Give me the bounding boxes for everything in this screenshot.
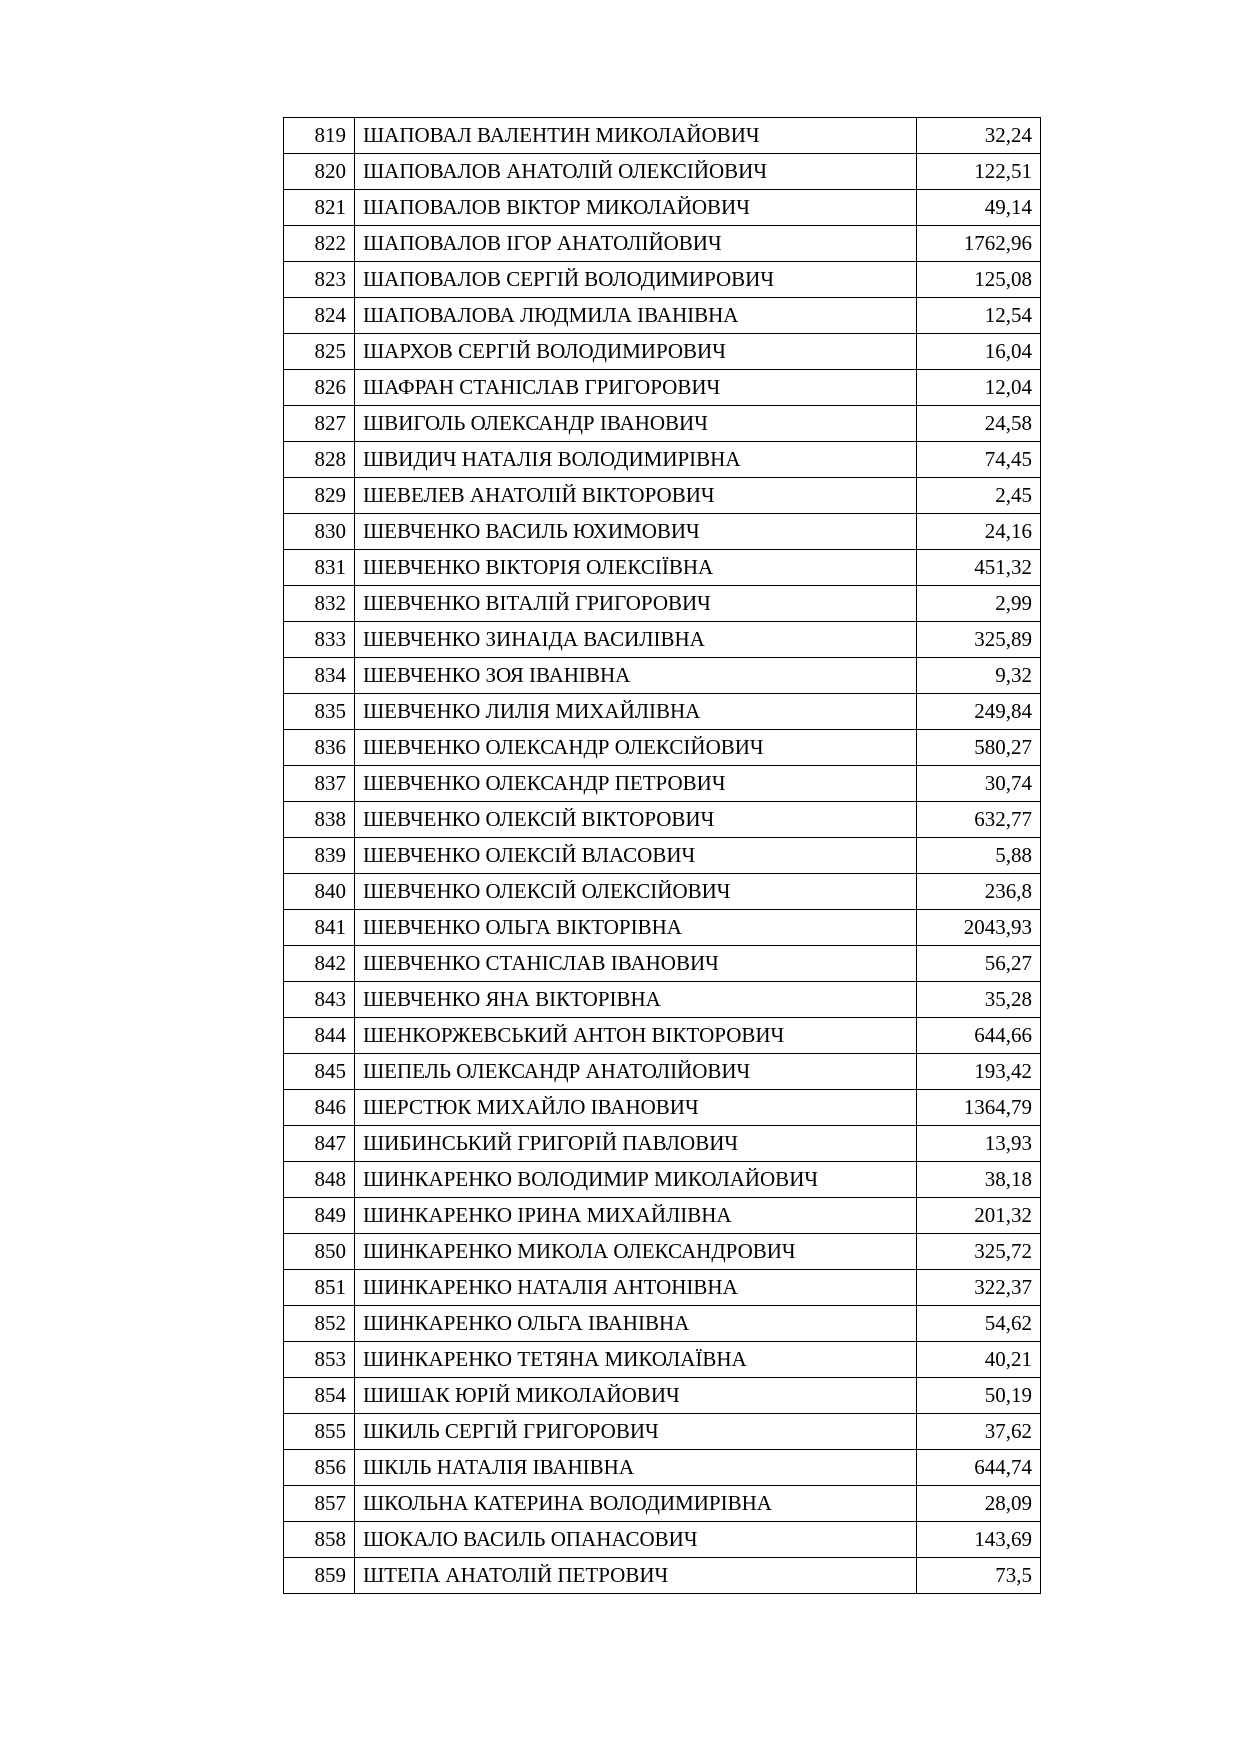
person-name-cell: ШЕВЧЕНКО ОЛЕКСІЙ ВІКТОРОВИЧ [355,802,917,838]
person-name-cell: ШЕВЧЕНКО СТАНІСЛАВ ІВАНОВИЧ [355,946,917,982]
amount-cell: 236,8 [917,874,1041,910]
row-number-cell: 829 [284,478,355,514]
amount-cell: 12,04 [917,370,1041,406]
row-number-cell: 823 [284,262,355,298]
table-row [284,1522,1041,1558]
table-row [284,1342,1041,1378]
table-row [284,1306,1041,1342]
person-name-cell: ШАПОВАЛОВ АНАТОЛІЙ ОЛЕКСІЙОВИЧ [355,154,917,190]
amount-cell: 201,32 [917,1198,1041,1234]
amount-cell: 24,16 [917,514,1041,550]
row-number-cell: 819 [284,118,355,154]
row-number-cell: 854 [284,1378,355,1414]
row-number-cell: 825 [284,334,355,370]
table-row [284,1198,1041,1234]
amount-cell: 1762,96 [917,226,1041,262]
table-row [284,586,1041,622]
person-name-cell: ШКИЛЬ СЕРГІЙ ГРИГОРОВИЧ [355,1414,917,1450]
person-name-cell: ШИНКАРЕНКО МИКОЛА ОЛЕКСАНДРОВИЧ [355,1234,917,1270]
row-number-cell: 824 [284,298,355,334]
amount-cell: 644,74 [917,1450,1041,1486]
records-table-body [284,118,1041,1594]
person-name-cell: ШТЕПА АНАТОЛІЙ ПЕТРОВИЧ [355,1558,917,1594]
table-row [284,1162,1041,1198]
person-name-cell: ШИБИНСЬКИЙ ГРИГОРІЙ ПАВЛОВИЧ [355,1126,917,1162]
table-row [284,334,1041,370]
row-number-cell: 857 [284,1486,355,1522]
person-name-cell: ШЕВЧЕНКО ЗИНАІДА ВАСИЛІВНА [355,622,917,658]
row-number-cell: 838 [284,802,355,838]
row-number-cell: 821 [284,190,355,226]
person-name-cell: ШЕРСТЮК МИХАЙЛО ІВАНОВИЧ [355,1090,917,1126]
amount-cell: 1364,79 [917,1090,1041,1126]
person-name-cell: ШАПОВАЛОВ ІГОР АНАТОЛІЙОВИЧ [355,226,917,262]
amount-cell: 9,32 [917,658,1041,694]
amount-cell: 451,32 [917,550,1041,586]
row-number-cell: 820 [284,154,355,190]
amount-cell: 54,62 [917,1306,1041,1342]
table-row [284,1270,1041,1306]
person-name-cell: ШЕВЧЕНКО ВАСИЛЬ ЮХИМОВИЧ [355,514,917,550]
row-number-cell: 856 [284,1450,355,1486]
table-row [284,874,1041,910]
row-number-cell: 848 [284,1162,355,1198]
person-name-cell: ШЕВЧЕНКО ЗОЯ ІВАНІВНА [355,658,917,694]
row-number-cell: 849 [284,1198,355,1234]
person-name-cell: ШАПОВАЛОВ СЕРГІЙ ВОЛОДИМИРОВИЧ [355,262,917,298]
amount-cell: 2,45 [917,478,1041,514]
person-name-cell: ШИШАК ЮРІЙ МИКОЛАЙОВИЧ [355,1378,917,1414]
amount-cell: 325,89 [917,622,1041,658]
table-row [284,550,1041,586]
row-number-cell: 851 [284,1270,355,1306]
row-number-cell: 841 [284,910,355,946]
amount-cell: 193,42 [917,1054,1041,1090]
table-row [284,766,1041,802]
table-row [284,1054,1041,1090]
amount-cell: 24,58 [917,406,1041,442]
person-name-cell: ШКІЛЬ НАТАЛІЯ ІВАНІВНА [355,1450,917,1486]
row-number-cell: 844 [284,1018,355,1054]
amount-cell: 74,45 [917,442,1041,478]
amount-cell: 249,84 [917,694,1041,730]
row-number-cell: 843 [284,982,355,1018]
amount-cell: 13,93 [917,1126,1041,1162]
amount-cell: 32,24 [917,118,1041,154]
amount-cell: 73,5 [917,1558,1041,1594]
person-name-cell: ШКОЛЬНА КАТЕРИНА ВОЛОДИМИРІВНА [355,1486,917,1522]
person-name-cell: ШИНКАРЕНКО ВОЛОДИМИР МИКОЛАЙОВИЧ [355,1162,917,1198]
amount-cell: 125,08 [917,262,1041,298]
table-row [284,1018,1041,1054]
table-row [284,1090,1041,1126]
row-number-cell: 832 [284,586,355,622]
row-number-cell: 855 [284,1414,355,1450]
table-row [284,226,1041,262]
table-row [284,694,1041,730]
row-number-cell: 852 [284,1306,355,1342]
amount-cell: 28,09 [917,1486,1041,1522]
amount-cell: 644,66 [917,1018,1041,1054]
row-number-cell: 850 [284,1234,355,1270]
amount-cell: 5,88 [917,838,1041,874]
table-row [284,910,1041,946]
person-name-cell: ШЕВЧЕНКО ОЛЕКСІЙ ВЛАСОВИЧ [355,838,917,874]
person-name-cell: ШЕВЧЕНКО ВІТАЛІЙ ГРИГОРОВИЧ [355,586,917,622]
amount-cell: 12,54 [917,298,1041,334]
table-row [284,1450,1041,1486]
row-number-cell: 845 [284,1054,355,1090]
amount-cell: 143,69 [917,1522,1041,1558]
person-name-cell: ШИНКАРЕНКО ІРИНА МИХАЙЛІВНА [355,1198,917,1234]
person-name-cell: ШАПОВАЛ ВАЛЕНТИН МИКОЛАЙОВИЧ [355,118,917,154]
table-row [284,946,1041,982]
row-number-cell: 833 [284,622,355,658]
table-row [284,802,1041,838]
row-number-cell: 828 [284,442,355,478]
table-row [284,622,1041,658]
person-name-cell: ШИНКАРЕНКО ТЕТЯНА МИКОЛАЇВНА [355,1342,917,1378]
person-name-cell: ШИНКАРЕНКО ОЛЬГА ІВАНІВНА [355,1306,917,1342]
person-name-cell: ШАФРАН СТАНІСЛАВ ГРИГОРОВИЧ [355,370,917,406]
row-number-cell: 835 [284,694,355,730]
table-row [284,1234,1041,1270]
amount-cell: 325,72 [917,1234,1041,1270]
row-number-cell: 836 [284,730,355,766]
table-row [284,658,1041,694]
amount-cell: 38,18 [917,1162,1041,1198]
person-name-cell: ШЕВЧЕНКО ОЛЕКСІЙ ОЛЕКСІЙОВИЧ [355,874,917,910]
table-row [284,1126,1041,1162]
person-name-cell: ШЕВЕЛЕВ АНАТОЛІЙ ВІКТОРОВИЧ [355,478,917,514]
row-number-cell: 842 [284,946,355,982]
row-number-cell: 839 [284,838,355,874]
amount-cell: 322,37 [917,1270,1041,1306]
amount-cell: 50,19 [917,1378,1041,1414]
amount-cell: 37,62 [917,1414,1041,1450]
row-number-cell: 822 [284,226,355,262]
amount-cell: 30,74 [917,766,1041,802]
person-name-cell: ШЕВЧЕНКО ОЛЕКСАНДР ПЕТРОВИЧ [355,766,917,802]
table-row [284,406,1041,442]
row-number-cell: 826 [284,370,355,406]
row-number-cell: 858 [284,1522,355,1558]
person-name-cell: ШВИДИЧ НАТАЛІЯ ВОЛОДИМИРІВНА [355,442,917,478]
table-row [284,1486,1041,1522]
table-row [284,514,1041,550]
table-row [284,1414,1041,1450]
amount-cell: 2,99 [917,586,1041,622]
amount-cell: 16,04 [917,334,1041,370]
person-name-cell: ШАПОВАЛОВА ЛЮДМИЛА ІВАНІВНА [355,298,917,334]
person-name-cell: ШЕВЧЕНКО ВІКТОРІЯ ОЛЕКСІЇВНА [355,550,917,586]
amount-cell: 580,27 [917,730,1041,766]
table-row [284,1558,1041,1594]
amount-cell: 49,14 [917,190,1041,226]
amount-cell: 40,21 [917,1342,1041,1378]
row-number-cell: 830 [284,514,355,550]
row-number-cell: 834 [284,658,355,694]
person-name-cell: ШОКАЛО ВАСИЛЬ ОПАНАСОВИЧ [355,1522,917,1558]
row-number-cell: 853 [284,1342,355,1378]
table-row [284,478,1041,514]
person-name-cell: ШЕПЕЛЬ ОЛЕКСАНДР АНАТОЛІЙОВИЧ [355,1054,917,1090]
person-name-cell: ШИНКАРЕНКО НАТАЛІЯ АНТОНІВНА [355,1270,917,1306]
person-name-cell: ШВИГОЛЬ ОЛЕКСАНДР ІВАНОВИЧ [355,406,917,442]
row-number-cell: 831 [284,550,355,586]
table-row [284,190,1041,226]
amount-cell: 632,77 [917,802,1041,838]
table-row [284,118,1041,154]
row-number-cell: 846 [284,1090,355,1126]
records-table [283,117,1041,1594]
person-name-cell: ШЕНКОРЖЕВСЬКИЙ АНТОН ВІКТОРОВИЧ [355,1018,917,1054]
row-number-cell: 840 [284,874,355,910]
person-name-cell: ШЕВЧЕНКО ОЛЕКСАНДР ОЛЕКСІЙОВИЧ [355,730,917,766]
table-row [284,262,1041,298]
amount-cell: 122,51 [917,154,1041,190]
table-row [284,838,1041,874]
person-name-cell: ШАПОВАЛОВ ВІКТОР МИКОЛАЙОВИЧ [355,190,917,226]
row-number-cell: 837 [284,766,355,802]
table-row [284,1378,1041,1414]
person-name-cell: ШЕВЧЕНКО ОЛЬГА ВІКТОРІВНА [355,910,917,946]
amount-cell: 35,28 [917,982,1041,1018]
amount-cell: 56,27 [917,946,1041,982]
table-row [284,442,1041,478]
row-number-cell: 859 [284,1558,355,1594]
table-row [284,298,1041,334]
person-name-cell: ШЕВЧЕНКО ЛИЛІЯ МИХАЙЛІВНА [355,694,917,730]
table-row [284,730,1041,766]
person-name-cell: ШЕВЧЕНКО ЯНА ВІКТОРІВНА [355,982,917,1018]
person-name-cell: ШАРХОВ СЕРГІЙ ВОЛОДИМИРОВИЧ [355,334,917,370]
row-number-cell: 827 [284,406,355,442]
table-row [284,982,1041,1018]
amount-cell: 2043,93 [917,910,1041,946]
table-row [284,370,1041,406]
row-number-cell: 847 [284,1126,355,1162]
table-row [284,154,1041,190]
